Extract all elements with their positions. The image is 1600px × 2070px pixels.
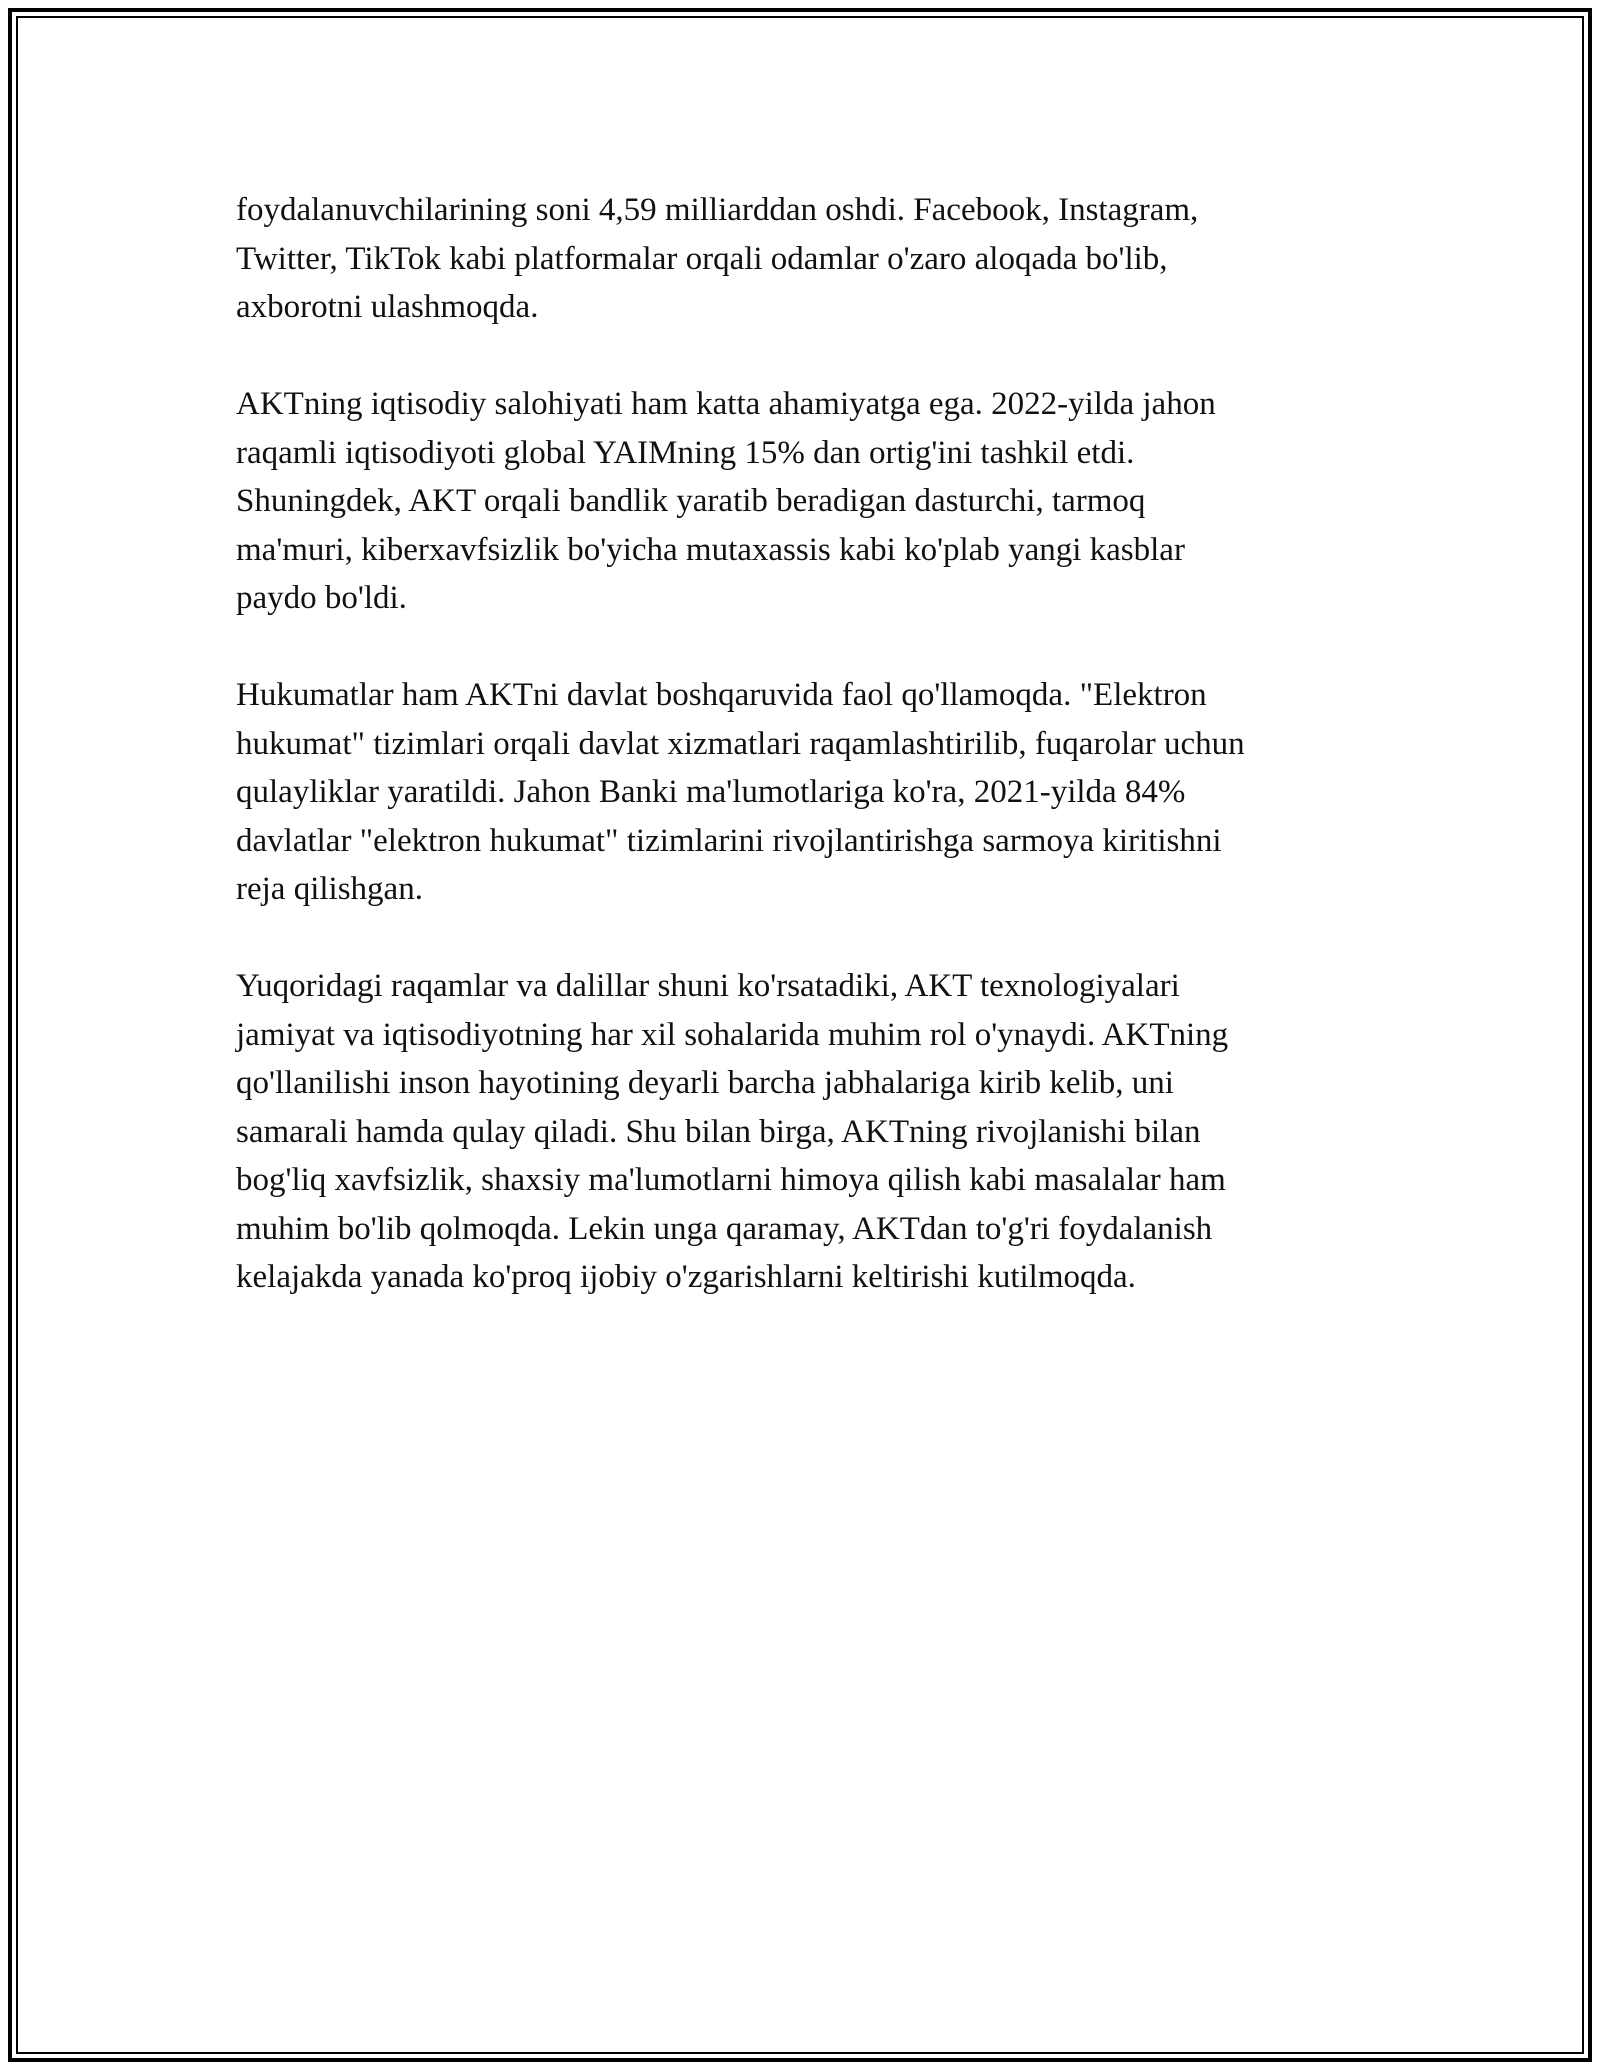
paragraph-2: AKTning iqtisodiy salohiyati ham katta ahamiyatga ega. 2022-yilda jahon raqamli iqtisodiyoti global YAIMning 15% dan ortig'ini tashkil etdi. Shuningdek, AKT orqali bandlik yaratib beradigan dasturchi, tarmoq ma'muri, kiberxavfsizlik bo'yicha mutaxassis kabi ko'plab yangi kasblar paydo bo'ldi. <box>236 386 1216 616</box>
paragraph-1: foydalanuvchilarining soni 4,59 milliarddan oshdi. Facebook, Instagram, Twitter, TikTok kabi platformalar orqali odamlar o'zaro aloqada bo'lib, axborotni ulashmoqda. <box>236 192 1199 325</box>
document-body <box>236 186 1366 1350</box>
paragraph-3: Hukumatlar ham AKTni davlat boshqaruvida faol qo'llamoqda. "Elektron hukumat" tizimlari orqali davlat xizmatlari raqamlashtirilib, fuqarolar uchun qulayliklar yaratildi. Jahon Banki ma'lumotlariga ko'ra, 2021-yilda 84% davlatlar "elektron hukumat" tizimlarini rivojlantirishga sarmoya kiritishni reja qilishgan. <box>236 677 1245 907</box>
paragraph-4: Yuqoridagi raqamlar va dalillar shuni ko'rsatadiki, AKT texnologiyalari jamiyat va iqtisodiyotning har xil sohalarida muhim rol o'ynaydi. AKTning qo'llanilishi inson hayotining deyarli barcha jabhalariga kirib kelib, uni samarali hamda qulay qiladi. Shu bilan birga, AKTning rivojlanishi bilan bog'liq xavfsizlik, shaxsiy ma'lumotlarni himoya qilish kabi masalalar ham muhim bo'lib qolmoqda. Lekin unga qaramay, AKTdan to'g'ri foydalanish kelajakda yanada ko'proq ijobiy o'zgarishlarni keltirishi kutilmoqda. <box>236 968 1229 1295</box>
